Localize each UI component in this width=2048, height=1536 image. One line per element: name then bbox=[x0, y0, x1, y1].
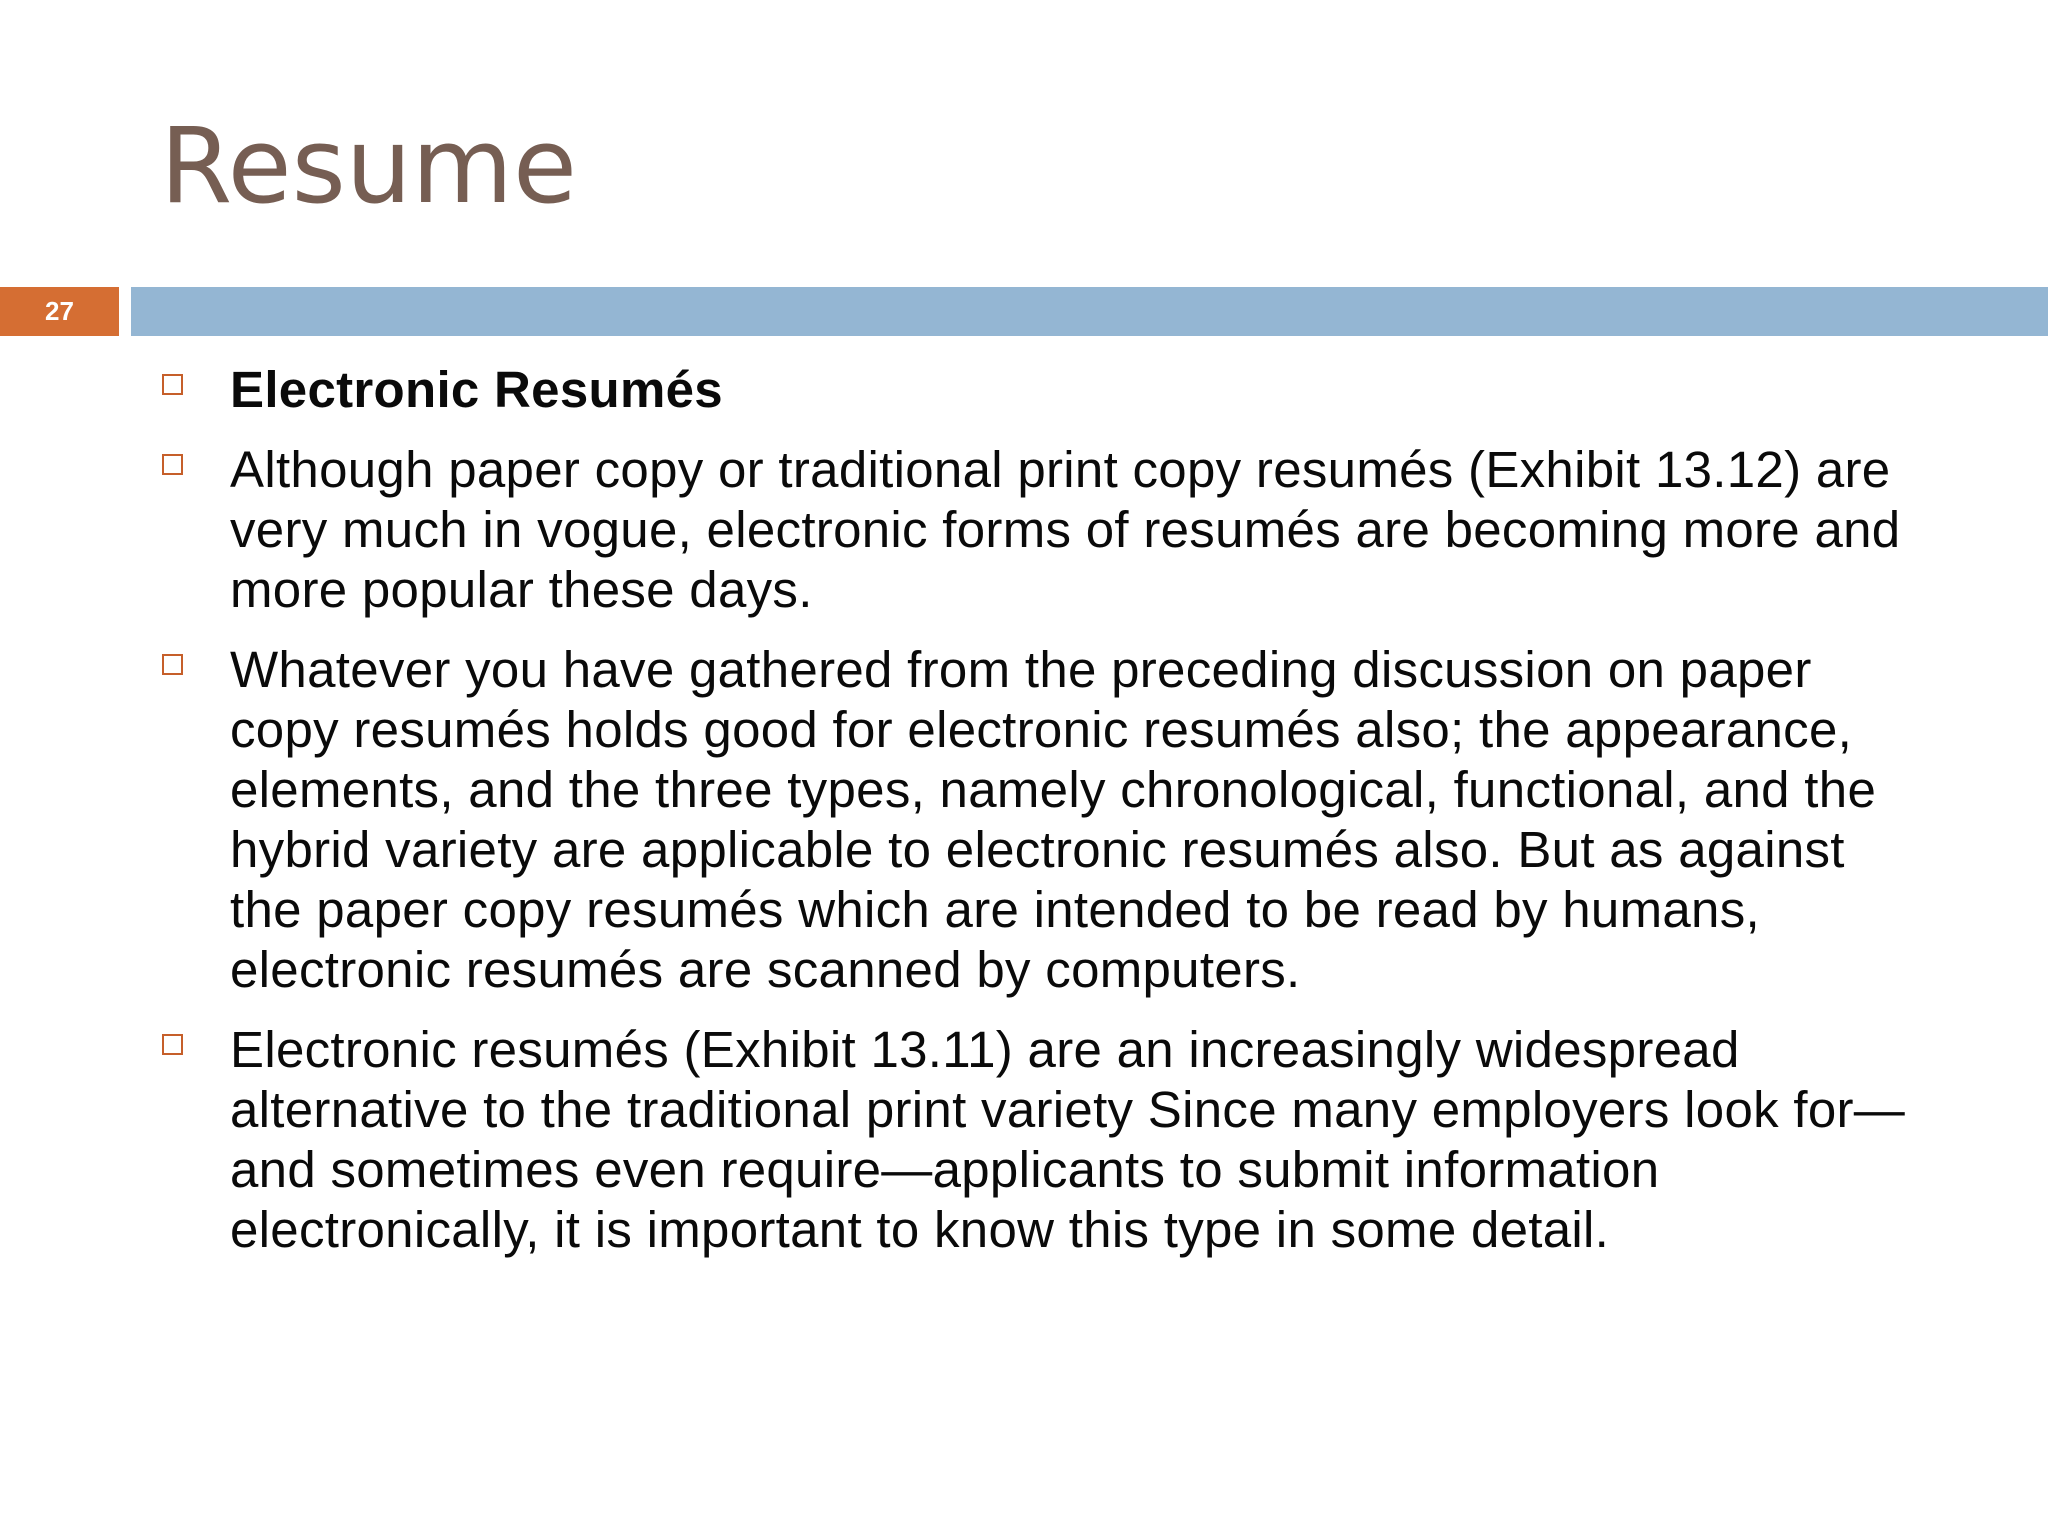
bullet-text: Electronic resumés (Exhibit 13.11) are an increasingly widespread alternative to the traditional print variety Since many employers look for—and sometimes even require—applicants to submit information electronically, it is important to know this type in some detail. bbox=[230, 1021, 1906, 1258]
bullet-text: Electronic Resumés bbox=[230, 361, 723, 418]
bullet-item-heading bbox=[160, 360, 1920, 420]
slide-number: 27 bbox=[45, 296, 74, 326]
square-bullet-icon bbox=[162, 374, 183, 395]
bullet-text: Whatever you have gathered from the preceding discussion on paper copy resumés holds good for electronic resumés also; the appearance, elements, and the three types, namely chronological, functional, and the hybrid variety are applicable to electronic resumés also. But as against the paper copy resumés which are intended to be read by humans, electronic resumés are scanned by computers. bbox=[230, 641, 1877, 998]
square-bullet-icon bbox=[162, 454, 183, 475]
bullet-list bbox=[160, 360, 1920, 1280]
bullet-item bbox=[160, 440, 1920, 620]
bullet-item bbox=[160, 640, 1920, 1000]
title-rule-bar bbox=[131, 287, 2048, 336]
square-bullet-icon bbox=[162, 654, 183, 675]
slide-title: Resume bbox=[160, 105, 577, 227]
slide-number-badge bbox=[0, 287, 119, 336]
square-bullet-icon bbox=[162, 1034, 183, 1055]
bullet-text: Although paper copy or traditional print copy resumés (Exhibit 13.12) are very much in vogue, electronic forms of resumés are becoming more and more popular these days. bbox=[230, 441, 1901, 618]
bullet-item bbox=[160, 1020, 1920, 1260]
